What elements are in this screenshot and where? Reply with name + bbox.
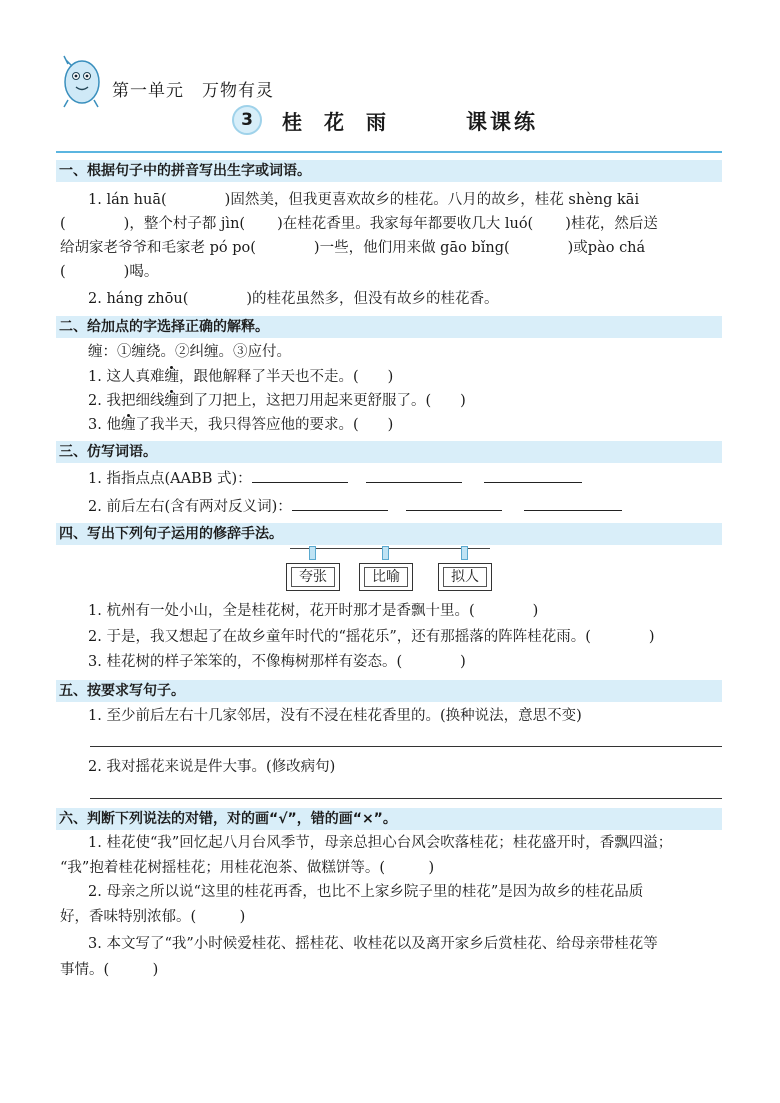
lesson-number-badge: 3 bbox=[232, 105, 262, 135]
s4-q1: 1. 杭州有一处小山，全是桂花树，花开时那才是香飘十里。( ) bbox=[88, 603, 539, 619]
s6-q1-line1: 1. 桂花使“我”回忆起八月台风季节，母亲总担心台风会吹落桂花；桂花盛开时，香飘四溢； bbox=[88, 835, 673, 851]
s5-q2-answer-line[interactable] bbox=[90, 798, 722, 799]
clip-icon bbox=[309, 546, 316, 560]
exercise-tag: 课课练 bbox=[466, 110, 538, 134]
s4-q2: 2. 于是，我又想起了在故乡童年时代的“摇花乐”，还有那摇落的阵阵桂花雨。( ) bbox=[88, 629, 655, 645]
s6-q3-line2: 事情。( ) bbox=[60, 962, 159, 978]
s6-q3-line1: 3. 本文写了“我”小时候爱桂花、摇桂花、收桂花以及离开家乡后赏桂花、给母亲带桂花等 bbox=[88, 936, 658, 952]
section-5-heading: 五、按要求写句子。 bbox=[56, 680, 722, 702]
section-6-heading: 六、判断下列说法的对错，对的画“√”，错的画“×”。 bbox=[56, 808, 722, 830]
s2-q1: 1. 这人真难缠，跟他解释了半天也不走。( ) bbox=[88, 369, 394, 385]
s4-q3: 3. 桂花树的样子笨笨的，不像梅树那样有姿态。( ) bbox=[88, 654, 466, 670]
section-3-heading: 三、仿写词语。 bbox=[56, 441, 722, 463]
clip-icon bbox=[382, 546, 389, 560]
s1-q1-line2: ( )，整个村子都 jìn( )在桂花香里。我家每年都要收几大 luó( )桂花，然后送 bbox=[60, 216, 658, 232]
unit-title: 第一单元 万物有灵 bbox=[112, 81, 274, 101]
s5-q2: 2. 我对摇花来说是件大事。(修改病句) bbox=[88, 759, 336, 775]
s3-q1: 1. 指指点点(AABB 式)： bbox=[88, 468, 582, 489]
s6-q2-line1: 2. 母亲之所以说“这里的桂花再香，也比不上家乡院子里的桂花”是因为故乡的桂花品质 bbox=[88, 884, 644, 900]
section-2-heading: 二、给加点的字选择正确的解释。 bbox=[56, 316, 722, 338]
s5-q1-answer-line[interactable] bbox=[90, 746, 722, 747]
option-card-personification: 拟人 bbox=[438, 563, 492, 591]
section-4-heading: 四、写出下列句子运用的修辞手法。 bbox=[56, 523, 722, 545]
s2-q2: 2. 我把细线缠到了刀把上，这把刀用起来更舒服了。( ) bbox=[88, 393, 466, 409]
s2-definitions: 缠：①缠绕。②纠缠。③应付。 bbox=[88, 344, 291, 360]
header-divider bbox=[56, 151, 722, 153]
s3-q2: 2. 前后左右(含有两对反义词)： bbox=[88, 496, 622, 517]
s1-q2: 2. háng zhōu( )的桂花虽然多，但没有故乡的桂花香。 bbox=[88, 291, 499, 307]
s1-q1-line3: 给胡家老爷爷和毛家老 pó po( )一些，他们用来做 gāo bǐng( )或pào chá bbox=[60, 240, 646, 256]
s2-q3: 3. 他缠了我半天，我只得答应他的要求。( ) bbox=[88, 417, 394, 433]
lesson-title: 桂花雨 bbox=[282, 110, 408, 134]
mascot-icon bbox=[56, 52, 104, 108]
clip-icon bbox=[461, 546, 468, 560]
s6-q2-line2: 好，香味特别浓郁。( ) bbox=[60, 909, 246, 925]
s1-q1-line1: 1. lán huā( )固然美，但我更喜欢故乡的桂花。八月的故乡，桂花 shèng kāi bbox=[88, 192, 640, 208]
section-1-heading: 一、根据句子中的拼音写出生字或词语。 bbox=[56, 160, 722, 182]
card-hanging-wire bbox=[290, 548, 490, 549]
option-card-exaggeration: 夸张 bbox=[286, 563, 340, 591]
s1-q1-line4: ( )喝。 bbox=[60, 264, 159, 280]
s5-q1: 1. 至少前后左右十几家邻居，没有不浸在桂花香里的。(换种说法，意思不变) bbox=[88, 708, 582, 724]
s6-q1-line2: “我”抱着桂花树摇桂花；用桂花泡茶、做糕饼等。( ) bbox=[60, 860, 435, 876]
option-card-metaphor: 比喻 bbox=[359, 563, 413, 591]
